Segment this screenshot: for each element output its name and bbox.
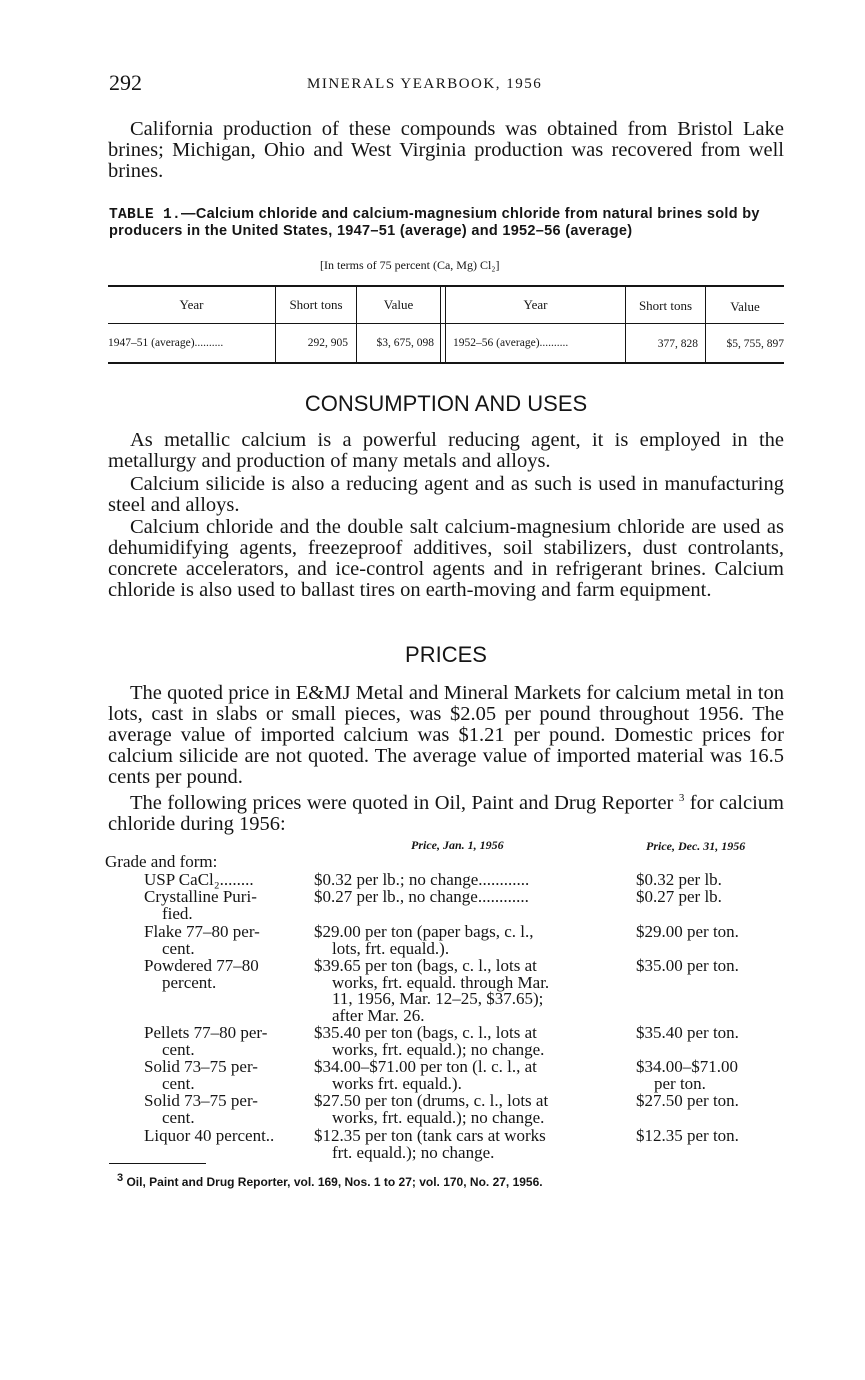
price-dec-line: $12.35 per ton.: [636, 1126, 739, 1145]
price-jan-line: $34.00–$71.00 per ton (l. c. l., at: [314, 1057, 537, 1076]
running-title: MINERALS YEARBOOK, 1956: [307, 76, 543, 92]
price-dec: [636, 1093, 784, 1110]
consumption-paragraph: As metallic calcium is a powerful reducing agent, it is employed in the metallurgy and production of many metals and alloys.: [108, 429, 784, 472]
footnote-marker: 3: [117, 1172, 124, 1184]
table-cell: 1952–56 (average)..........: [453, 337, 569, 349]
table-caption: [109, 206, 785, 239]
price-grade-line: fied.: [162, 903, 193, 923]
footnote-text: Oil, Paint and Drug Reporter, vol. 169, Nos. 1 to 27; vol. 170, No. 27, 1956.: [126, 1175, 543, 1189]
table-divider: [705, 286, 706, 362]
price-grade-line: Powdered 77–80: [144, 956, 259, 975]
price-jan: [314, 1093, 618, 1126]
price-dec-line: $34.00–$71.00: [636, 1057, 738, 1076]
price-dec-line: $0.32 per lb.: [636, 870, 722, 889]
price-grade-line: Flake 77–80 per-: [144, 922, 260, 941]
table-cell: $3, 675, 098: [376, 337, 434, 349]
price-dec-line: $29.00 per ton.: [636, 922, 739, 941]
price-grade-line: cent.: [162, 1073, 195, 1093]
prices-paragraph: [108, 788, 784, 835]
price-grade-line: cent.: [162, 1039, 195, 1059]
footnote: [117, 1172, 543, 1189]
table-header-cell: Short tons: [638, 298, 693, 313]
table-divider: [440, 286, 441, 362]
price-jan: [314, 1059, 618, 1092]
table-cell: 1947–51 (average)..........: [108, 337, 224, 349]
price-dec-line: $35.40 per ton.: [636, 1023, 739, 1042]
section-title-prices: PRICES: [405, 642, 487, 667]
table-cell: $5, 755, 897: [726, 338, 784, 350]
price-jan-line: $12.35 per ton (tank cars at works: [314, 1126, 546, 1145]
price-dec: [636, 1128, 784, 1145]
column-head-dec: Price, Dec. 31, 1956: [646, 839, 746, 853]
price-grade-line: USP CaCl₂........: [144, 870, 254, 889]
prices-paragraph-text-end: for calcium chloride during 1956:: [108, 791, 784, 835]
price-grade: [144, 889, 299, 922]
price-grade-line: cent.: [162, 1107, 195, 1127]
price-grade: [144, 1025, 299, 1058]
prices-paragraph-text: The following prices were quoted in Oil, Paint and Drug Reporter: [130, 791, 674, 814]
price-jan-line: $0.27 per lb., no change............: [314, 887, 529, 906]
prices-paragraph: The quoted price in E&MJ Metal and Mineral Markets for calcium metal in ton lots, cast in slabs or small pieces, was $2.05 per pound throughout 1956. The average value of imported calcium was $1.21 per pound. Domestic prices for calcium silicide are not quoted. The average value of imported material was 16.5 cents per pound.: [108, 682, 784, 788]
price-dec-line: per ton.: [654, 1073, 706, 1093]
price-grade: [144, 924, 299, 957]
intro-paragraph: California production of these compounds was obtained from Bristol Lake brines; Michigan, Ohio and West Virginia production was recovered from well brines.: [108, 118, 784, 182]
price-grade-line: Solid 73–75 per-: [144, 1057, 258, 1076]
price-dec: [636, 924, 784, 941]
price-grade-line: percent.: [162, 972, 217, 992]
price-dec-line: $0.27 per lb.: [636, 887, 722, 906]
price-jan: [314, 889, 618, 906]
price-jan-line: after Mar. 26.: [332, 1005, 425, 1025]
table-note: [In terms of 75 percent (Ca, Mg) Cl₂]: [320, 258, 500, 272]
price-jan: [314, 924, 618, 957]
price-jan-line: $35.40 per ton (bags, c. l., lots at: [314, 1023, 537, 1042]
price-jan: [314, 1025, 618, 1058]
consumption-paragraph: Calcium silicide is also a reducing agent and as such is used in manufacturing steel and alloys.: [108, 473, 784, 516]
table-cell: 292, 905: [307, 337, 348, 349]
price-jan-line: works frt. equald.).: [332, 1073, 462, 1093]
price-dec: [636, 1059, 784, 1092]
price-grade-line: Crystalline Puri-: [144, 887, 257, 906]
price-dec: [636, 958, 784, 975]
section-title-consumption: CONSUMPTION AND USES: [304, 391, 588, 416]
price-jan-line: $39.65 per ton (bags, c. l., lots at: [314, 956, 537, 975]
price-grade-line: Solid 73–75 per-: [144, 1091, 258, 1110]
price-jan-line: $0.32 per lb.; no change............: [314, 870, 530, 889]
price-dec: [636, 1025, 784, 1042]
table-header-cell: Value: [383, 297, 414, 312]
price-grade: [144, 1059, 299, 1092]
price-jan-line: works, frt. equald.); no change.: [332, 1039, 545, 1059]
price-jan: [314, 958, 618, 1024]
table-top-rule: [108, 285, 784, 287]
consumption-paragraph: Calcium chloride and the double salt calcium-magnesium chloride are used as dehumidifying agents, freezeproof additives, soil stabilizers, dust controlants, concrete accelerators, and ice-control agents and in refrigerant brines. Calcium chloride is also used to ballast tires on earth-moving and farm equipment.: [108, 516, 784, 601]
price-jan-line: frt. equald.); no change.: [332, 1142, 495, 1162]
price-dec: [636, 889, 784, 906]
table-header-cell: Value: [730, 299, 760, 314]
page-number: 292: [109, 70, 142, 95]
table-header-cell: Year: [523, 297, 548, 312]
grade-heading: Grade and form:: [105, 852, 218, 871]
table-cell: 377, 828: [657, 338, 698, 350]
table-bottom-rule: [108, 362, 784, 364]
price-grade: [144, 958, 299, 991]
price-grade-line: cent.: [162, 938, 195, 958]
table-header-rule: [108, 323, 784, 324]
table-label: TABLE 1.: [109, 207, 182, 223]
footnote-rule: [109, 1163, 206, 1164]
price-grade-line: Pellets 77–80 per-: [144, 1023, 268, 1042]
price-jan: [314, 1128, 618, 1161]
table-caption-text: —Calcium chloride and calcium-magnesium chloride from natural brines sold by producers in the United States, 1947–51 (average) and 1952–56 (average): [109, 206, 760, 239]
table-header-cell: Year: [179, 297, 204, 312]
price-jan-line: $29.00 per ton (paper bags, c. l.,: [314, 922, 534, 941]
price-dec-line: $35.00 per ton.: [636, 956, 739, 975]
table-header-cell: Short tons: [289, 297, 343, 312]
price-grade: [144, 1093, 299, 1126]
footnote-reference: 3: [678, 792, 685, 804]
price-jan-line: 11, 1956, Mar. 12–25, $37.65);: [332, 989, 544, 1008]
price-jan-line: works, frt. equald. through Mar.: [332, 972, 550, 992]
price-jan-line: works, frt. equald.); no change.: [332, 1107, 545, 1127]
price-grade: [144, 1128, 299, 1145]
column-head-jan: Price, Jan. 1, 1956: [411, 838, 504, 852]
price-jan-line: lots, frt. equald.).: [332, 938, 450, 958]
price-dec-line: $27.50 per ton.: [636, 1091, 739, 1110]
price-jan-line: $27.50 per ton (drums, c. l., lots at: [314, 1091, 549, 1110]
price-grade-line: Liquor 40 percent..: [144, 1126, 275, 1145]
